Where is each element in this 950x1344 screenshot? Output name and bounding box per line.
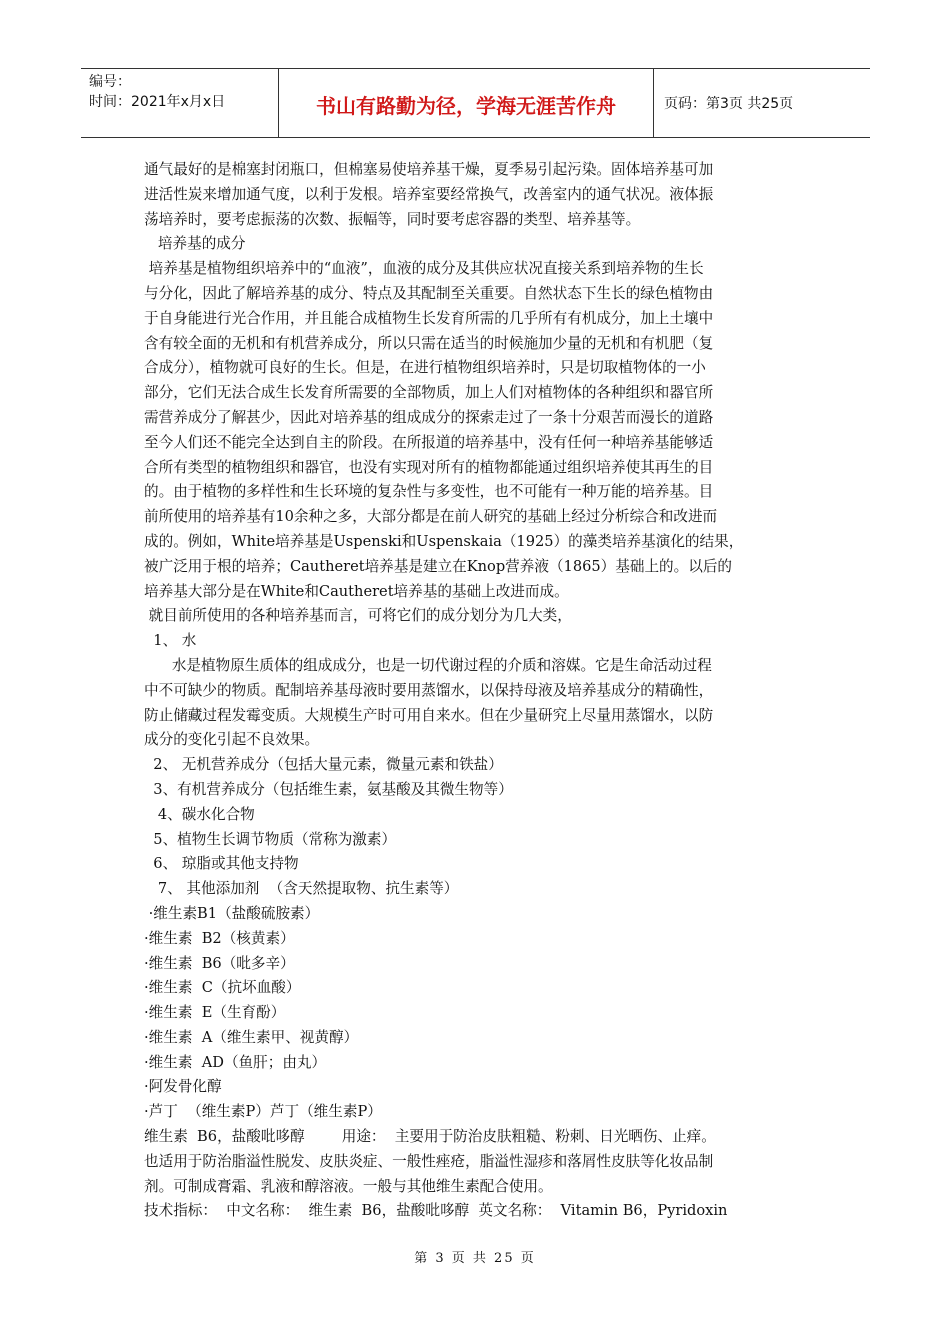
body-line: 中不可缺少的物质。配制培养基母液时要用蒸馏水，以保持母液及培养基成分的精确性， — [144, 681, 714, 699]
body-line: ·维生素B1（盐酸硫胺素） — [144, 904, 320, 922]
body-line: 培养基是植物组织培养中的“血液”，血液的成分及其供应状况直接关系到培养物的生长 — [144, 260, 704, 278]
body-line: 剂。可制成膏霜、乳液和醇溶液。一般与其他维生素配合使用。 — [144, 1177, 553, 1195]
body-line: ·维生素 AD（鱼肝；由丸） — [144, 1053, 327, 1071]
body-line: 技术指标： 中文名称： 维生素 B6，盐酸吡哆醇 英文名称： Vitamin B6，Pyridoxin — [144, 1202, 728, 1220]
page-footer — [0, 1247, 950, 1266]
body-line: 的。由于植物的多样性和生长环境的复杂性与多变性，也不可能有一种万能的培养基。目 — [144, 483, 714, 501]
body-line: 成分的变化引起不良效果。 — [144, 731, 320, 749]
body-line: 1、 水 — [144, 632, 197, 650]
body-line: ·维生素 B2（核黄素） — [144, 929, 295, 947]
body-line: ·维生素 C（抗坏血酸） — [144, 979, 301, 997]
body-line: 前所使用的培养基有10余种之多，大部分都是在前人研究的基础上经过分析综合和改进而 — [144, 508, 718, 526]
body-line: ·维生素 B6（吡多辛） — [144, 954, 295, 972]
body-line: 5、植物生长调节物质（常称为激素） — [144, 830, 397, 848]
body-line: 水是植物原生质体的组成成分，也是一切代谢过程的介质和溶媒。它是生命活动过程 — [144, 656, 712, 674]
body-line: 4、碳水化合物 — [144, 805, 255, 823]
body-line: 通气最好的是棉塞封闭瓶口，但棉塞易使培养基干燥，夏季易引起污染。固体培养基可加 — [144, 161, 714, 178]
page-header — [81, 68, 870, 138]
header-page-info: 页码：第3页 共25页 — [664, 96, 794, 112]
body-line: ·维生素 E（生育酚） — [144, 1004, 286, 1022]
header-motto-cell — [278, 69, 654, 137]
body-line: 培养基的成分 — [144, 235, 246, 253]
footer-page-number: 第 3 页 共 25 页 — [414, 1251, 536, 1266]
body-line: 含有较全面的无机和有机营养成分，所以只需在适当的时候施加少量的无机和有机肥（复 — [144, 334, 714, 352]
header-motto: 书山有路勤为径，学海无涯苦作舟 — [316, 93, 616, 118]
document-body — [144, 158, 808, 1224]
body-line: 2、 无机营养成分（包括大量元素，微量元素和铁盐） — [144, 756, 503, 774]
body-line: 合所有类型的植物组织和器官，也没有实现对所有的植物都能通过组织培养使其再生的目 — [144, 458, 714, 476]
body-line: 也适用于防治脂溢性脱发、皮肤炎症、一般性痤疮，脂溢性湿疹和落屑性皮肤等化妆品制 — [144, 1152, 714, 1170]
body-line: 3、有机营养成分（包括维生素，氨基酸及其微生物等） — [144, 780, 513, 798]
body-line: 合成分），植物就可良好的生长。但是，在进行植物组织培养时，只是切取植物体的一小 — [144, 359, 706, 377]
document-date-label: 时间：2021年x月x日 — [89, 94, 226, 110]
body-line: 防止储藏过程发霉变质。大规模生产时可用自来水。但在少量研究上尽量用蒸馏水，以防 — [144, 706, 714, 724]
header-meta-cell — [81, 69, 278, 137]
body-line: 7、 其他添加剂 （含天然提取物、抗生素等） — [144, 880, 459, 898]
body-line: 荡培养时，要考虑振荡的次数、振幅等，同时要考虑容器的类型、培养基等。 — [144, 210, 641, 228]
body-line: 维生素 B6，盐酸吡哆醇 用途： 主要用于防治皮肤粗糙、粉刺、日光晒伤、止痒。 — [144, 1128, 716, 1146]
body-line: 于自身能进行光合作用，并且能合成植物生长发育所需的几乎所有有机成分，加上土壤中 — [144, 309, 714, 327]
body-line: 被广泛用于根的培养；Cautheret培养基是建立在Knop营养液（1865）基础上的。以后的 — [144, 557, 733, 575]
body-line: ·维生素 A（维生素甲、视黄醇） — [144, 1028, 359, 1046]
body-line: 部分，它们无法合成生长发育所需要的全部物质，加上人们对植物体的各种组织和器官所 — [144, 384, 714, 402]
document-number-label: 编号： — [89, 74, 131, 90]
body-line: 与分化，因此了解培养基的成分、特点及其配制至关重要。自然状态下生长的绿色植物由 — [144, 284, 714, 302]
body-line: ·芦丁 （维生素P）芦丁（维生素P） — [144, 1103, 382, 1121]
body-line: 进活性炭来增加通气度，以利于发根。培养室要经常换气，改善室内的通气状况。液体振 — [144, 185, 714, 203]
header-page-cell — [654, 69, 870, 137]
body-line: 成的。例如，White培养基是Uspenski和Uspenskaia（1925）的藻类培养基演化的结果， — [144, 532, 744, 550]
body-line: 需营养成分了解甚少，因此对培养基的组成成分的探索走过了一条十分艰苦而漫长的道路 — [144, 408, 714, 426]
body-line: 6、 琼脂或其他支持物 — [144, 855, 299, 873]
body-line: 就目前所使用的各种培养基而言，可将它们的成分划分为几大类， — [144, 607, 572, 625]
body-line: ·阿发骨化醇 — [144, 1078, 222, 1096]
body-line: 培养基大部分是在White和Cautheret培养基的基础上改进而成。 — [144, 582, 569, 600]
body-line: 至今人们还不能完全达到自主的阶段。在所报道的培养基中，没有任何一种培养基能够适 — [144, 433, 714, 451]
